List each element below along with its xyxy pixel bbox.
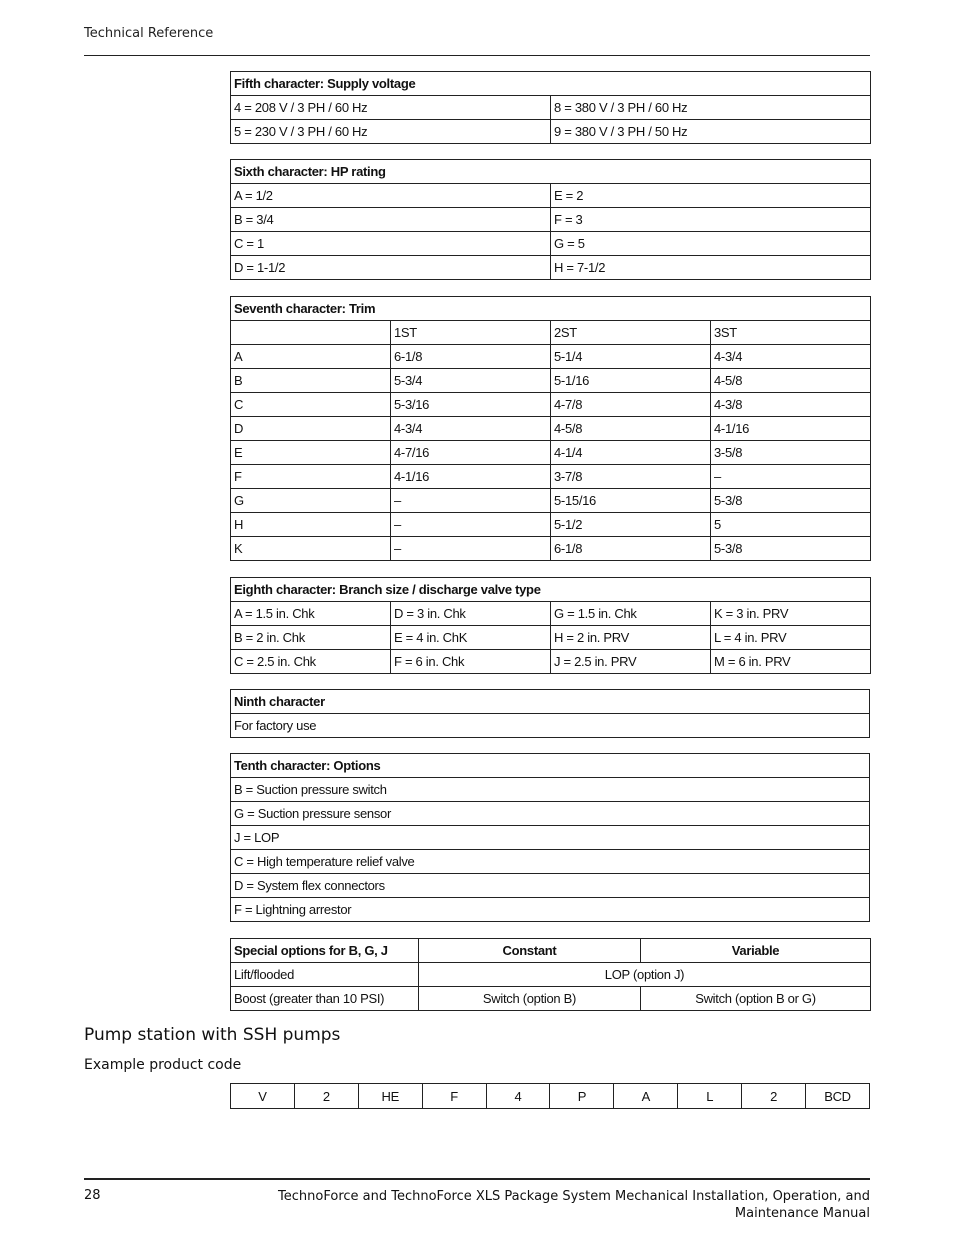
table-row: [231, 987, 871, 1011]
table-cell: G = Suction pressure sensor: [231, 802, 870, 826]
table-row: [231, 714, 870, 738]
table-header-row: [231, 321, 871, 345]
options-table: [230, 753, 870, 922]
table-row: [231, 232, 871, 256]
special-options-table: [230, 938, 871, 1011]
table-cell: K = 3 in. PRV: [711, 602, 871, 626]
code-cell: F: [422, 1084, 486, 1109]
table-row: [231, 898, 870, 922]
table-cell: 5 = 230 V / 3 PH / 60 Hz: [231, 120, 551, 144]
table-cell: 5-3/8: [711, 489, 871, 513]
table-row: [231, 120, 871, 144]
table-row: [231, 441, 871, 465]
table-cell: F: [231, 465, 391, 489]
page-number: 28: [84, 1188, 101, 1203]
table-cell: 5-3/4: [391, 369, 551, 393]
table-cell: E = 2: [551, 184, 871, 208]
code-cell: V: [231, 1084, 295, 1109]
table-cell: G = 5: [551, 232, 871, 256]
table-title: Fifth character: Supply voltage: [231, 72, 871, 96]
table-cell: Boost (greater than 10 PSI): [231, 987, 419, 1011]
table-row: [231, 393, 871, 417]
table-cell: 4-3/4: [711, 345, 871, 369]
table-row: [231, 650, 871, 674]
table-title: Ninth character: [231, 690, 870, 714]
table-row: [231, 184, 871, 208]
table-cell: –: [391, 513, 551, 537]
column-header: Constant: [419, 939, 641, 963]
code-cell: HE: [358, 1084, 422, 1109]
table-cell: 8 = 380 V / 3 PH / 60 Hz: [551, 96, 871, 120]
table-cell: D = 1-1/2: [231, 256, 551, 280]
table-cell: 4 = 208 V / 3 PH / 60 Hz: [231, 96, 551, 120]
code-cell: 2: [294, 1084, 358, 1109]
table-cell: F = 6 in. Chk: [391, 650, 551, 674]
table-row: [231, 465, 871, 489]
table-cell: F = 3: [551, 208, 871, 232]
table-cell: 4-3/8: [711, 393, 871, 417]
table-title: Seventh character: Trim: [231, 297, 871, 321]
hp-rating-table: [230, 159, 871, 280]
table-cell: G: [231, 489, 391, 513]
table-row: [231, 778, 870, 802]
table-cell: 5-1/16: [551, 369, 711, 393]
table-cell: 5-15/16: [551, 489, 711, 513]
column-header: 1ST: [391, 321, 551, 345]
table-row: [231, 513, 871, 537]
table-cell: J = 2.5 in. PRV: [551, 650, 711, 674]
code-cell: 4: [486, 1084, 550, 1109]
table-cell: C = 1: [231, 232, 551, 256]
table-cell: –: [391, 537, 551, 561]
trim-table: [230, 296, 871, 561]
table-cell: 4-7/16: [391, 441, 551, 465]
code-cell: BCD: [806, 1084, 870, 1109]
table-cell: –: [391, 489, 551, 513]
table-cell: A = 1/2: [231, 184, 551, 208]
table-cell: 5-3/16: [391, 393, 551, 417]
table-cell: 4-7/8: [551, 393, 711, 417]
table-cell: Switch (option B): [419, 987, 641, 1011]
table-cell: F = Lightning arrestor: [231, 898, 870, 922]
footer-document-title: TechnoForce and TechnoForce XLS Package System Mechanical Installation, Operation, and Maintenance Manual: [278, 1189, 870, 1221]
table-cell: 9 = 380 V / 3 PH / 50 Hz: [551, 120, 871, 144]
table-cell: E = 4 in. ChK: [391, 626, 551, 650]
table-cell: 5-1/4: [551, 345, 711, 369]
code-cell: 2: [742, 1084, 806, 1109]
table-row: [231, 626, 871, 650]
code-cell: A: [614, 1084, 678, 1109]
column-header: 2ST: [551, 321, 711, 345]
code-cell: L: [678, 1084, 742, 1109]
table-cell: 3-7/8: [551, 465, 711, 489]
table-title: Eighth character: Branch size / discharge valve type: [231, 578, 871, 602]
supply-voltage-table: [230, 71, 871, 144]
table-title: Tenth character: Options: [231, 754, 870, 778]
table-cell: 4-1/4: [551, 441, 711, 465]
table-cell: C = High temperature relief valve: [231, 850, 870, 874]
table-cell: –: [711, 465, 871, 489]
table-cell: H = 2 in. PRV: [551, 626, 711, 650]
table-cell: 5-3/8: [711, 537, 871, 561]
table-cell: B: [231, 369, 391, 393]
ninth-character-table: [230, 689, 870, 738]
table-row: [231, 537, 871, 561]
column-header: [231, 321, 391, 345]
table-row: [231, 489, 871, 513]
running-head: Technical Reference: [84, 26, 214, 41]
table-cell: For factory use: [231, 714, 870, 738]
table-cell: A: [231, 345, 391, 369]
table-cell: 5: [711, 513, 871, 537]
table-cell: Switch (option B or G): [641, 987, 871, 1011]
code-cell: P: [550, 1084, 614, 1109]
table-cell: 5-1/2: [551, 513, 711, 537]
table-row: [231, 850, 870, 874]
product-code-table: [230, 1083, 870, 1109]
table-cell: D: [231, 417, 391, 441]
table-cell: D = 3 in. Chk: [391, 602, 551, 626]
column-header: Special options for B, G, J: [231, 939, 419, 963]
column-header: 3ST: [711, 321, 871, 345]
table-row: [231, 417, 871, 441]
table-row: [231, 874, 870, 898]
table-header-row: [231, 939, 871, 963]
table-cell: 4-5/8: [551, 417, 711, 441]
table-cell: K: [231, 537, 391, 561]
table-row: [231, 1084, 870, 1109]
table-cell: 4-1/16: [391, 465, 551, 489]
table-row: [231, 826, 870, 850]
table-cell: J = LOP: [231, 826, 870, 850]
table-row: [231, 802, 870, 826]
footer-rule: [84, 1178, 870, 1180]
table-cell: B = 2 in. Chk: [231, 626, 391, 650]
header-rule: [84, 55, 870, 56]
table-cell: B = 3/4: [231, 208, 551, 232]
table-cell: 4-5/8: [711, 369, 871, 393]
table-row: [231, 963, 871, 987]
subsection-heading: Example product code: [84, 1057, 242, 1073]
branch-size-table: [230, 577, 871, 674]
table-row: [231, 256, 871, 280]
table-cell: C = 2.5 in. Chk: [231, 650, 391, 674]
table-cell: B = Suction pressure switch: [231, 778, 870, 802]
table-row: [231, 345, 871, 369]
table-cell: 6-1/8: [391, 345, 551, 369]
table-cell: A = 1.5 in. Chk: [231, 602, 391, 626]
section-heading: Pump station with SSH pumps: [84, 1025, 341, 1045]
table-row: [231, 602, 871, 626]
table-cell: C: [231, 393, 391, 417]
table-row: [231, 208, 871, 232]
table-cell: 4-3/4: [391, 417, 551, 441]
table-row: [231, 96, 871, 120]
table-row: [231, 369, 871, 393]
table-cell: E: [231, 441, 391, 465]
table-cell: D = System flex connectors: [231, 874, 870, 898]
table-cell: L = 4 in. PRV: [711, 626, 871, 650]
table-cell: 6-1/8: [551, 537, 711, 561]
table-cell: H = 7-1/2: [551, 256, 871, 280]
table-cell: G = 1.5 in. Chk: [551, 602, 711, 626]
table-cell: LOP (option J): [419, 963, 871, 987]
table-title: Sixth character: HP rating: [231, 160, 871, 184]
table-cell: Lift/flooded: [231, 963, 419, 987]
table-cell: 3-5/8: [711, 441, 871, 465]
table-cell: H: [231, 513, 391, 537]
column-header: Variable: [641, 939, 871, 963]
table-cell: 4-1/16: [711, 417, 871, 441]
table-cell: M = 6 in. PRV: [711, 650, 871, 674]
